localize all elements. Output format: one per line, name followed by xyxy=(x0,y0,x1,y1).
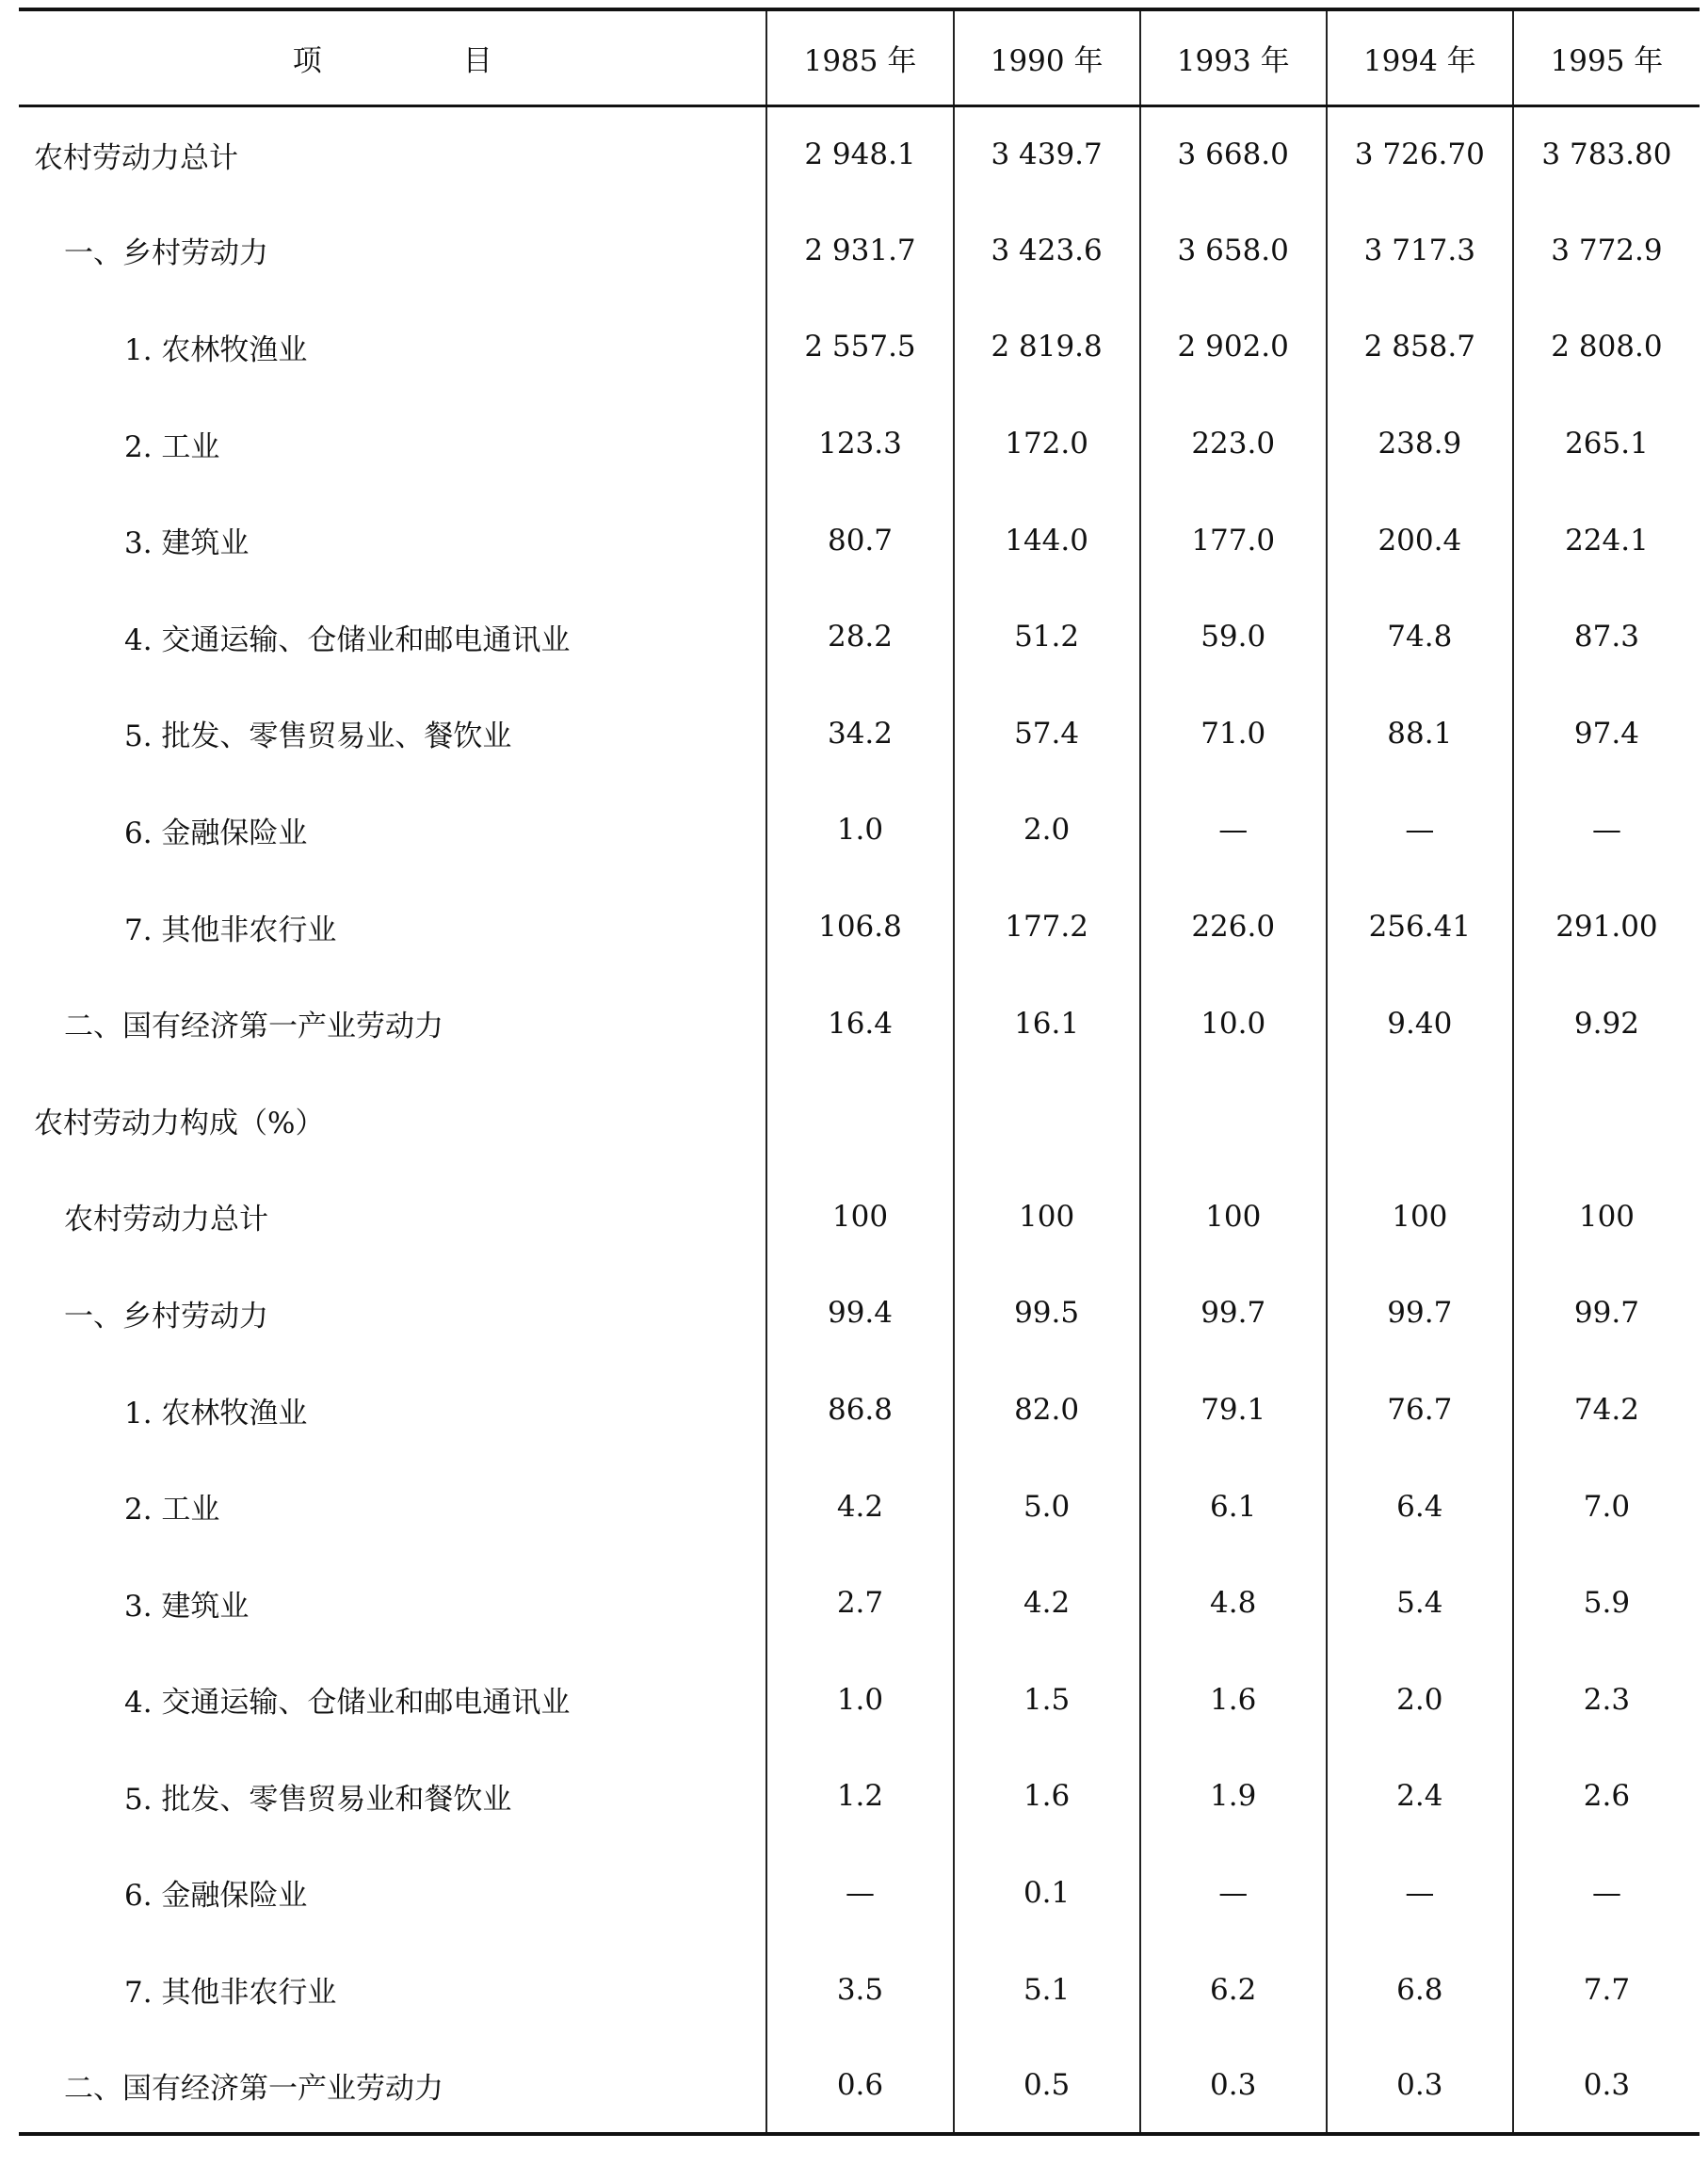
value-cell: 100 xyxy=(954,1169,1140,1266)
value-cell: 0.5 xyxy=(954,2038,1140,2135)
value-cell: 223.0 xyxy=(1140,396,1327,493)
table-row xyxy=(19,105,1700,202)
row-label: 4. 交通运输、仓储业和邮电通讯业 xyxy=(124,1686,571,1721)
value-cell: 5.4 xyxy=(1327,1555,1513,1652)
value-cell: 291.00 xyxy=(1513,879,1700,976)
row-label: 一、乡村劳动力 xyxy=(64,236,268,271)
value-cell: 0.6 xyxy=(766,2038,953,2135)
header-year-1994: 1994 年 xyxy=(1327,9,1513,105)
value-cell: 2.3 xyxy=(1513,1652,1700,1749)
row-label: 3. 建筑业 xyxy=(124,526,250,561)
value-cell: 3 783.80 xyxy=(1513,105,1700,202)
value-cell: 1.0 xyxy=(766,1652,953,1749)
value-cell: 76.7 xyxy=(1327,1362,1513,1459)
value-cell: 3 658.0 xyxy=(1140,202,1327,299)
value-cell: 6.1 xyxy=(1140,1458,1327,1555)
value-cell: 9.92 xyxy=(1513,975,1700,1072)
value-cell: 177.0 xyxy=(1140,492,1327,589)
value-cell: 5.0 xyxy=(954,1458,1140,1555)
value-cell: 74.8 xyxy=(1327,589,1513,686)
value-cell: 79.1 xyxy=(1140,1362,1327,1459)
value-cell: 256.41 xyxy=(1327,879,1513,976)
table-row xyxy=(19,1555,1700,1652)
row-label: 2. 工业 xyxy=(124,429,220,464)
value-cell: 3 726.70 xyxy=(1327,105,1513,202)
table-row xyxy=(19,396,1700,493)
value-cell xyxy=(1327,1072,1513,1169)
value-cell: 123.3 xyxy=(766,396,953,493)
value-cell: 74.2 xyxy=(1513,1362,1700,1459)
value-cell: 1.9 xyxy=(1140,1748,1327,1845)
table-row xyxy=(19,1169,1700,1266)
value-cell xyxy=(766,1072,953,1169)
value-cell: 1.2 xyxy=(766,1748,953,1845)
value-cell: — xyxy=(1327,782,1513,879)
value-cell: 1.6 xyxy=(1140,1652,1327,1749)
value-cell: 97.4 xyxy=(1513,686,1700,783)
row-label: 7. 其他非农行业 xyxy=(124,913,337,947)
value-cell xyxy=(1513,1072,1700,1169)
header-item-cell xyxy=(19,9,766,105)
value-cell: 88.1 xyxy=(1327,686,1513,783)
value-cell: 99.7 xyxy=(1327,1265,1513,1362)
row-label: 农村劳动力总计 xyxy=(64,1203,268,1237)
rural-labor-table xyxy=(19,8,1700,2136)
value-cell: 71.0 xyxy=(1140,686,1327,783)
value-cell: — xyxy=(1140,782,1327,879)
value-cell xyxy=(954,1072,1140,1169)
value-cell: 2.7 xyxy=(766,1555,953,1652)
table-row xyxy=(19,492,1700,589)
value-cell: 0.3 xyxy=(1327,2038,1513,2135)
header-item-label-a: 项 xyxy=(292,43,322,78)
value-cell xyxy=(1140,1072,1327,1169)
row-label: 二、国有经济第一产业劳动力 xyxy=(19,2038,766,2135)
value-cell: 144.0 xyxy=(954,492,1140,589)
row-label: 农村劳动力总计 xyxy=(34,140,238,175)
value-cell: 1.5 xyxy=(954,1652,1140,1749)
value-cell: 9.40 xyxy=(1327,975,1513,1072)
row-label: 4. 交通运输、仓储业和邮电通讯业 xyxy=(124,622,571,657)
header-year-1985: 1985 年 xyxy=(766,9,953,105)
table-row xyxy=(19,1362,1700,1459)
value-cell: 28.2 xyxy=(766,589,953,686)
value-cell: 2 948.1 xyxy=(766,105,953,202)
value-cell: 7.7 xyxy=(1513,1941,1700,2038)
value-cell: 6.4 xyxy=(1327,1458,1513,1555)
value-cell: 51.2 xyxy=(954,589,1140,686)
row-label: 2. 工业 xyxy=(124,1493,220,1528)
header-year-1993: 1993 年 xyxy=(1140,9,1327,105)
value-cell: 82.0 xyxy=(954,1362,1140,1459)
table-row xyxy=(19,1458,1700,1555)
value-cell: 99.7 xyxy=(1513,1265,1700,1362)
value-cell: 100 xyxy=(1140,1169,1327,1266)
value-cell: — xyxy=(1513,782,1700,879)
value-cell: 1.6 xyxy=(954,1748,1140,1845)
value-cell: 3.5 xyxy=(766,1941,953,2038)
value-cell: 100 xyxy=(1327,1169,1513,1266)
value-cell: 5.1 xyxy=(954,1941,1140,2038)
value-cell: 99.7 xyxy=(1140,1265,1327,1362)
value-cell: 224.1 xyxy=(1513,492,1700,589)
value-cell: 0.1 xyxy=(954,1845,1140,1942)
row-label: 3. 建筑业 xyxy=(124,1589,250,1624)
row-label: 7. 其他非农行业 xyxy=(124,1976,337,2011)
value-cell: 2.0 xyxy=(954,782,1140,879)
value-cell: 226.0 xyxy=(1140,879,1327,976)
value-cell: 265.1 xyxy=(1513,396,1700,493)
row-label: 二、国有经济第一产业劳动力 xyxy=(64,1010,443,1044)
header-item-label-b: 目 xyxy=(462,43,492,78)
value-cell: 59.0 xyxy=(1140,589,1327,686)
value-cell: 99.5 xyxy=(954,1265,1140,1362)
value-cell: 0.3 xyxy=(1140,2038,1327,2135)
row-label: 6. 金融保险业 xyxy=(124,1879,308,1914)
value-cell: 34.2 xyxy=(766,686,953,783)
value-cell: 238.9 xyxy=(1327,396,1513,493)
row-label: 农村劳动力构成（%） xyxy=(34,1106,325,1140)
value-cell: 6.2 xyxy=(1140,1941,1327,2038)
value-cell: 99.4 xyxy=(766,1265,953,1362)
value-cell: 2 902.0 xyxy=(1140,299,1327,396)
row-label: 6. 金融保险业 xyxy=(124,816,308,850)
table-row xyxy=(19,975,1700,1072)
value-cell: 3 772.9 xyxy=(1513,202,1700,299)
value-cell: 1.0 xyxy=(766,782,953,879)
table-row xyxy=(19,1748,1700,1845)
row-label: 5. 批发、零售贸易业、餐饮业 xyxy=(124,719,512,754)
row-label: 1. 农林牧渔业 xyxy=(124,1396,308,1431)
value-cell: 57.4 xyxy=(954,686,1140,783)
value-cell: 10.0 xyxy=(1140,975,1327,1072)
value-cell: 3 423.6 xyxy=(954,202,1140,299)
row-label: 1. 农林牧渔业 xyxy=(124,332,308,367)
value-cell: 80.7 xyxy=(766,492,953,589)
value-cell: 2 931.7 xyxy=(766,202,953,299)
value-cell: — xyxy=(766,1845,953,1942)
value-cell: 2.4 xyxy=(1327,1748,1513,1845)
value-cell: 3 439.7 xyxy=(954,105,1140,202)
value-cell: 2 557.5 xyxy=(766,299,953,396)
value-cell: — xyxy=(1513,1845,1700,1942)
value-cell: 6.8 xyxy=(1327,1941,1513,2038)
value-cell: 100 xyxy=(766,1169,953,1266)
value-cell: 200.4 xyxy=(1327,492,1513,589)
value-cell: 106.8 xyxy=(766,879,953,976)
value-cell: 3 668.0 xyxy=(1140,105,1327,202)
value-cell: 16.1 xyxy=(954,975,1140,1072)
table-row xyxy=(19,686,1700,783)
table-body xyxy=(19,105,1700,2134)
value-cell: 4.8 xyxy=(1140,1555,1327,1652)
table-row xyxy=(19,1652,1700,1749)
value-cell: — xyxy=(1140,1845,1327,1942)
value-cell: 4.2 xyxy=(766,1458,953,1555)
table-row xyxy=(19,1845,1700,1942)
value-cell: 7.0 xyxy=(1513,1458,1700,1555)
table-row xyxy=(19,202,1700,299)
value-cell: — xyxy=(1327,1845,1513,1942)
table-row xyxy=(19,1265,1700,1362)
value-cell: 2 858.7 xyxy=(1327,299,1513,396)
header-row xyxy=(19,9,1700,105)
table-row xyxy=(19,1072,1700,1169)
value-cell: 177.2 xyxy=(954,879,1140,976)
header-year-1995: 1995 年 xyxy=(1513,9,1700,105)
table-row xyxy=(19,2038,1700,2135)
value-cell: 4.2 xyxy=(954,1555,1140,1652)
value-cell: 2.6 xyxy=(1513,1748,1700,1845)
table-row xyxy=(19,782,1700,879)
row-label: 一、乡村劳动力 xyxy=(64,1299,268,1334)
value-cell: 86.8 xyxy=(766,1362,953,1459)
value-cell: 100 xyxy=(1513,1169,1700,1266)
value-cell: 2 808.0 xyxy=(1513,299,1700,396)
row-label: 5. 批发、零售贸易业和餐饮业 xyxy=(124,1782,512,1817)
value-cell: 172.0 xyxy=(954,396,1140,493)
header-year-1990: 1990 年 xyxy=(954,9,1140,105)
table-row xyxy=(19,299,1700,396)
table-row xyxy=(19,1941,1700,2038)
value-cell: 2 819.8 xyxy=(954,299,1140,396)
value-cell: 87.3 xyxy=(1513,589,1700,686)
value-cell: 2.0 xyxy=(1327,1652,1513,1749)
table-row xyxy=(19,589,1700,686)
value-cell: 16.4 xyxy=(766,975,953,1072)
value-cell: 3 717.3 xyxy=(1327,202,1513,299)
table-row xyxy=(19,879,1700,976)
value-cell: 0.3 xyxy=(1513,2038,1700,2135)
value-cell: 5.9 xyxy=(1513,1555,1700,1652)
